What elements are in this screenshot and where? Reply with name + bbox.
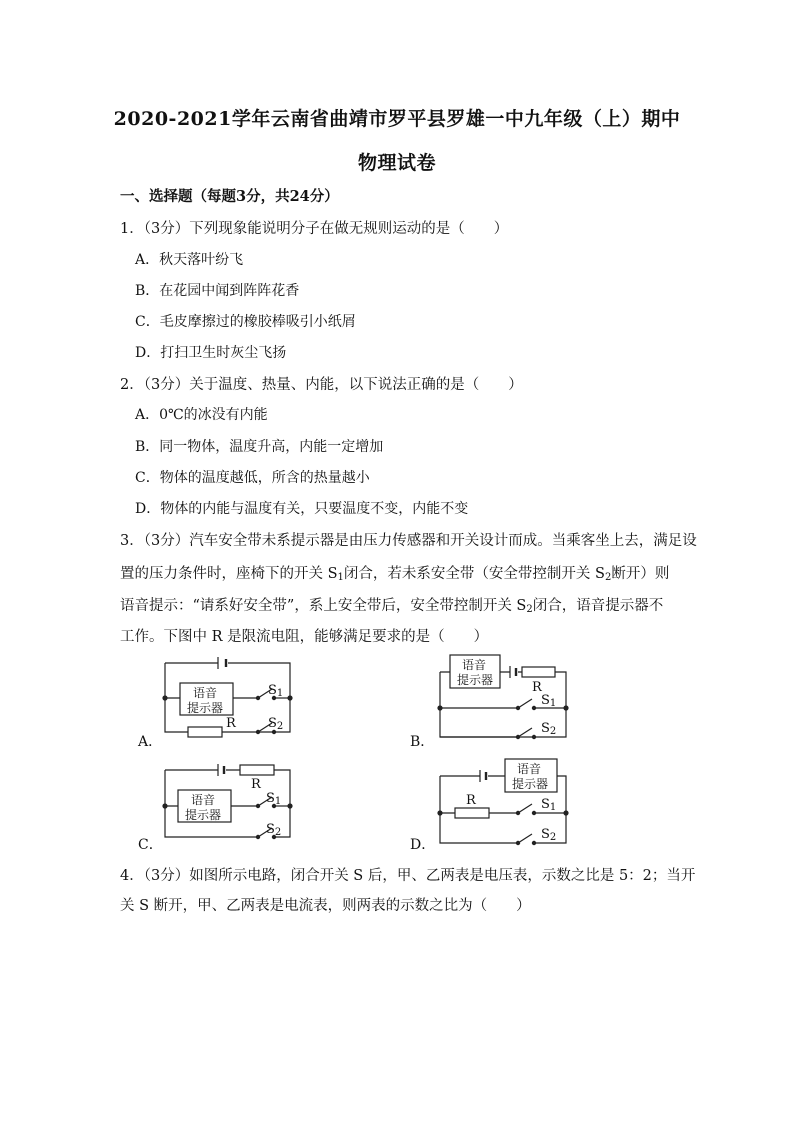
resistor (455, 808, 489, 818)
option-a-label: A． (138, 734, 163, 750)
circuit-b-s2-label: $S_2$ (541, 721, 557, 737)
resistor (188, 727, 222, 737)
question-3-stem-line4: 工作。下图中 R 是限流电阻，能够满足要求的是（ ） (120, 629, 489, 645)
question-2-option-d: D．物体的内能与温度有关，只要温度不变，内能不变 (135, 501, 469, 517)
circuit-a-s2-label: $S_2$ (268, 716, 284, 732)
circuit-a-box-text-1: 语音 (193, 686, 218, 700)
circuit-a-box-text-2: 提示器 (187, 701, 224, 715)
circuit-c-s2-label: $S_2$ (266, 822, 282, 838)
circuit-b-r-label: R (532, 680, 542, 695)
circuit-c-s1-label: $S_1$ (266, 791, 282, 807)
question-2-option-a: A．0℃的冰没有内能 (135, 407, 268, 423)
circuit-b-s1-label: $S_1$ (541, 693, 557, 709)
question-2-stem: 2．（3分）关于温度、热量、内能，以下说法正确的是（ ） (120, 377, 523, 393)
question-1-stem: 1．（3分）下列现象能说明分子在做无规则运动的是（ ） (120, 221, 509, 237)
question-4-stem-line2: 关 S 断开，甲、乙两表是电流表，则两表的示数之比为（ ） (120, 898, 531, 914)
question-3-stem-line3: 语音提示：“请系好安全带”，系上安全带后，安全带控制开关 $S_2$闭合，语音提示器不 (120, 598, 664, 615)
circuit-b-box-text-1: 语音 (462, 658, 487, 672)
question-2-option-c: C．物体的温度越低，所含的热量越小 (135, 470, 370, 486)
question-3-stem-line2: 置的压力条件时，座椅下的开关 $S_1$闭合，若未系安全带（安全带控制开关 $S_2$断开）则 (120, 566, 670, 583)
question-1-option-d: D．打扫卫生时灰尘飞扬 (135, 345, 287, 361)
exam-title-line2: 物理试卷 (357, 152, 436, 174)
circuit-d-r-label: R (466, 793, 476, 808)
circuit-a-s1-label: $S_1$ (268, 683, 284, 699)
circuit-d-box-text-2: 提示器 (512, 777, 549, 791)
option-d-label: D． (410, 837, 436, 853)
circuit-d-s1-label: $S_1$ (541, 797, 557, 813)
circuit-d-box-text-1: 语音 (517, 762, 542, 776)
question-1-option-a: A．秋天落叶纷飞 (135, 252, 244, 268)
question-3-stem-line1: 3．（3分）汽车安全带未系提示器是由压力传感器和开关设计而成。当乘客坐上去，满足设 (120, 533, 697, 549)
circuit-a-r-label: R (226, 716, 236, 731)
question-4-stem-line1: 4．（3分）如图所示电路，闭合开关 S 后，甲、乙两表是电压表，示数之比是 5：2；当开 (120, 868, 696, 884)
circuit-b-box-text-2: 提示器 (457, 673, 494, 687)
option-b-label: B． (410, 734, 435, 750)
question-2-option-b: B．同一物体，温度升高，内能一定增加 (135, 439, 384, 455)
resistor (240, 765, 274, 775)
question-1-option-c: C．毛皮摩擦过的橡胶棒吸引小纸屑 (135, 314, 356, 330)
circuit-c-box-text-2: 提示器 (185, 808, 222, 822)
circuit-c-r-label: R (251, 777, 261, 792)
circuit-d-s2-label: $S_2$ (541, 827, 557, 843)
resistor (522, 667, 555, 677)
exam-title-line1: 2020-2021学年云南省曲靖市罗平县罗雄一中九年级（上）期中 (113, 108, 681, 130)
circuit-c-box-text-1: 语音 (191, 793, 216, 807)
option-c-label: C． (138, 837, 163, 853)
question-1-option-b: B．在花园中闻到阵阵花香 (135, 283, 300, 299)
section-heading: 一、选择题（每题3分，共24分） (120, 188, 339, 205)
